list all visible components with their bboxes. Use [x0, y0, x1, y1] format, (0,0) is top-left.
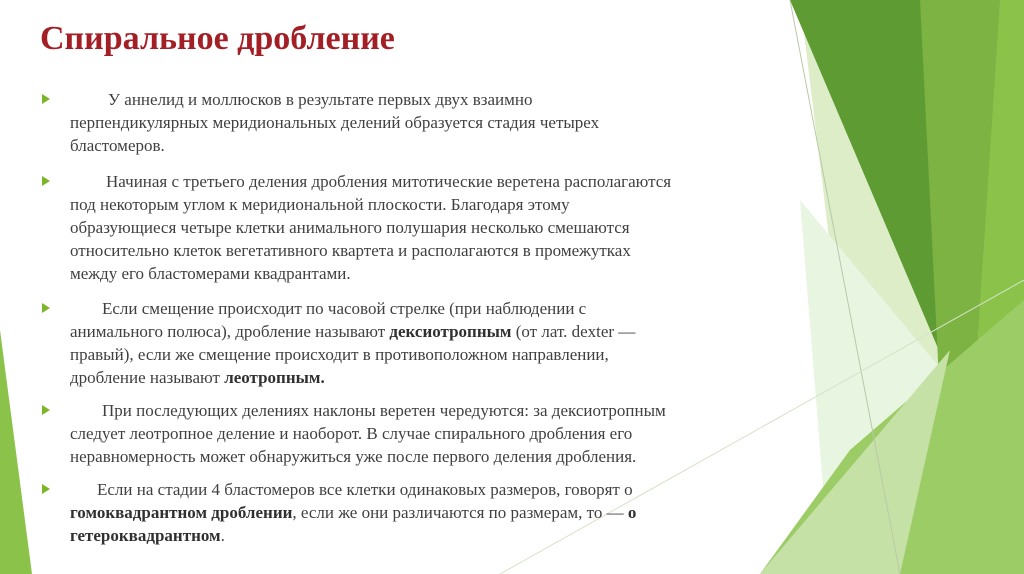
- bullet-item: [40, 88, 599, 157]
- text-line: При последующих делениях наклоны веретен чередуются: за дексиотропным: [102, 401, 666, 420]
- text-line: Если смещение происходит по часовой стрелке (при наблюдении с: [102, 299, 587, 318]
- text-line: между его бластомерами квадрантами.: [70, 264, 351, 283]
- bullet-text: [70, 399, 666, 468]
- bullet-arrow-icon: [42, 176, 50, 186]
- text-line: бластомеров.: [70, 136, 165, 155]
- term-leotropic: леотропным.: [224, 368, 325, 387]
- term-dexiotropic: дексиотропным: [389, 322, 512, 341]
- text-run: (от лат. dexter —: [511, 322, 636, 341]
- text-line: Начиная с третьего деления дробления митотические веретена располагаются: [106, 172, 672, 191]
- text-line: следует леотропное деление и наоборот. В случае спирального дробления его: [70, 424, 633, 443]
- text-line: [70, 366, 635, 389]
- text-line: Если на стадии 4 бластомеров все клетки одинаковых размеров, говорят о: [97, 480, 633, 499]
- text-run: .: [220, 526, 225, 545]
- text-run-bold: о: [627, 503, 637, 522]
- term-heteroquadrant: гетероквадрантном: [70, 526, 221, 545]
- bullet-item: [40, 297, 635, 389]
- term-homoquadrant: гомоквадрантном дроблении: [70, 503, 293, 522]
- text-line: [70, 524, 636, 547]
- text-line: неравномерность может обнаружиться уже после первого деления дробления.: [70, 447, 637, 466]
- bullet-item: [40, 170, 671, 285]
- text-line: У аннелид и моллюсков в результате первых двух взаимно: [108, 90, 533, 109]
- bullet-text: [70, 170, 671, 285]
- text-line: правый), если же смещение происходит в противоположном направлении,: [70, 345, 609, 364]
- bullet-arrow-icon: [42, 484, 50, 494]
- bullet-item: [40, 399, 666, 468]
- text-line: [70, 320, 635, 343]
- text-run: , если же они различаются по размерам, то —: [292, 503, 628, 522]
- text-line: перпендикулярных меридиональных делений образуется стадия четырех: [70, 113, 600, 132]
- bullet-item: [40, 478, 636, 547]
- bullet-text: [70, 478, 636, 547]
- bullet-arrow-icon: [42, 94, 50, 104]
- text-line: образующиеся четыре клетки анимального полушария несколько смешаются: [70, 218, 630, 237]
- bullet-text: [70, 88, 599, 157]
- bullet-arrow-icon: [42, 405, 50, 415]
- text-line: под некоторым углом к меридиональной плоскости. Благодаря этому: [70, 195, 570, 214]
- bullet-arrow-icon: [42, 303, 50, 313]
- text-line: относительно клеток вегетативного квартета и располагаются в промежутках: [70, 241, 631, 260]
- text-line: [70, 501, 636, 524]
- slide-title: Спиральное дробление: [40, 20, 395, 57]
- text-run: анимального полюса), дробление называют: [70, 322, 390, 341]
- text-run: дробление называют: [70, 368, 225, 387]
- bullet-text: [70, 297, 635, 389]
